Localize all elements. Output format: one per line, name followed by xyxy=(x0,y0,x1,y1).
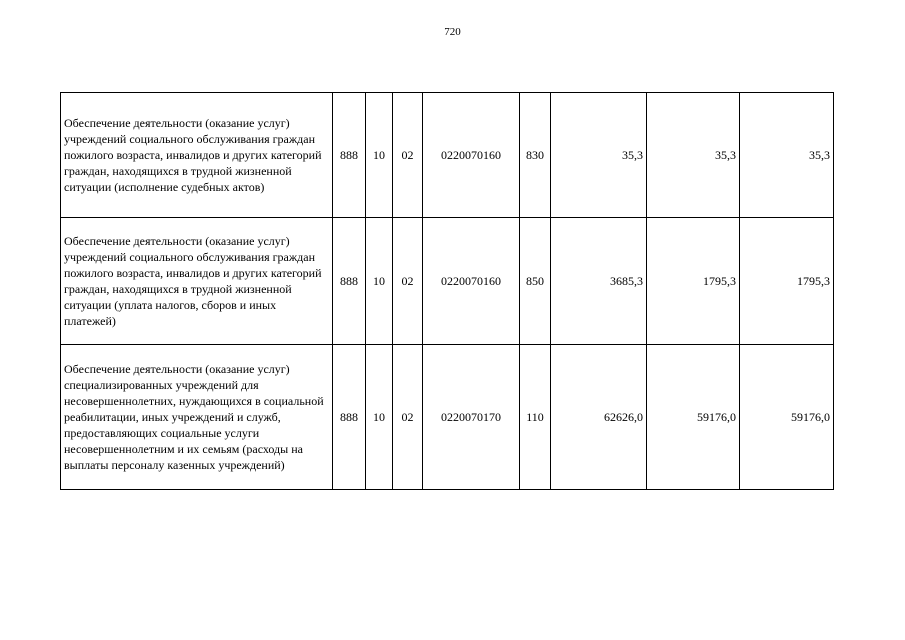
budget-table xyxy=(60,92,834,490)
ministry-code: 888 xyxy=(333,345,366,490)
amount-2: 35,3 xyxy=(647,93,740,218)
amount-2: 1795,3 xyxy=(647,218,740,345)
section-code: 10 xyxy=(366,93,393,218)
amount-3: 1795,3 xyxy=(740,218,834,345)
subsection-code: 02 xyxy=(393,218,423,345)
section-code: 10 xyxy=(366,218,393,345)
expense-type-code: 830 xyxy=(520,93,551,218)
table-row xyxy=(61,218,834,345)
amount-2: 59176,0 xyxy=(647,345,740,490)
amount-1: 3685,3 xyxy=(551,218,647,345)
row-description: Обеспечение деятельности (оказание услуг) учреждений социального обслуживания граждан пожилого возраста, инвалидов и других категорий граждан, находящихся в трудной жизненной ситуации (исполнение судебных актов) xyxy=(61,93,333,218)
expense-type-code: 850 xyxy=(520,218,551,345)
amount-1: 62626,0 xyxy=(551,345,647,490)
expense-type-code: 110 xyxy=(520,345,551,490)
target-article-code: 0220070160 xyxy=(423,218,520,345)
row-description: Обеспечение деятельности (оказание услуг) специализированных учреждений для несовершеннолетних, нуждающихся в социальной реабилитации, иных учреждений и служб, предоставляющих социальные услуги несовершеннолетним и их семьям (расходы на выплаты персоналу казенных учреждений) xyxy=(61,345,333,490)
amount-3: 35,3 xyxy=(740,93,834,218)
table-row xyxy=(61,345,834,490)
ministry-code: 888 xyxy=(333,93,366,218)
amount-1: 35,3 xyxy=(551,93,647,218)
target-article-code: 0220070170 xyxy=(423,345,520,490)
section-code: 10 xyxy=(366,345,393,490)
amount-3: 59176,0 xyxy=(740,345,834,490)
subsection-code: 02 xyxy=(393,345,423,490)
row-description: Обеспечение деятельности (оказание услуг) учреждений социального обслуживания граждан пожилого возраста, инвалидов и других категорий граждан, находящихся в трудной жизненной ситуации (уплата налогов, сборов и иных платежей) xyxy=(61,218,333,345)
table-row xyxy=(61,93,834,218)
page-number: 720 xyxy=(444,26,461,38)
ministry-code: 888 xyxy=(333,218,366,345)
subsection-code: 02 xyxy=(393,93,423,218)
target-article-code: 0220070160 xyxy=(423,93,520,218)
